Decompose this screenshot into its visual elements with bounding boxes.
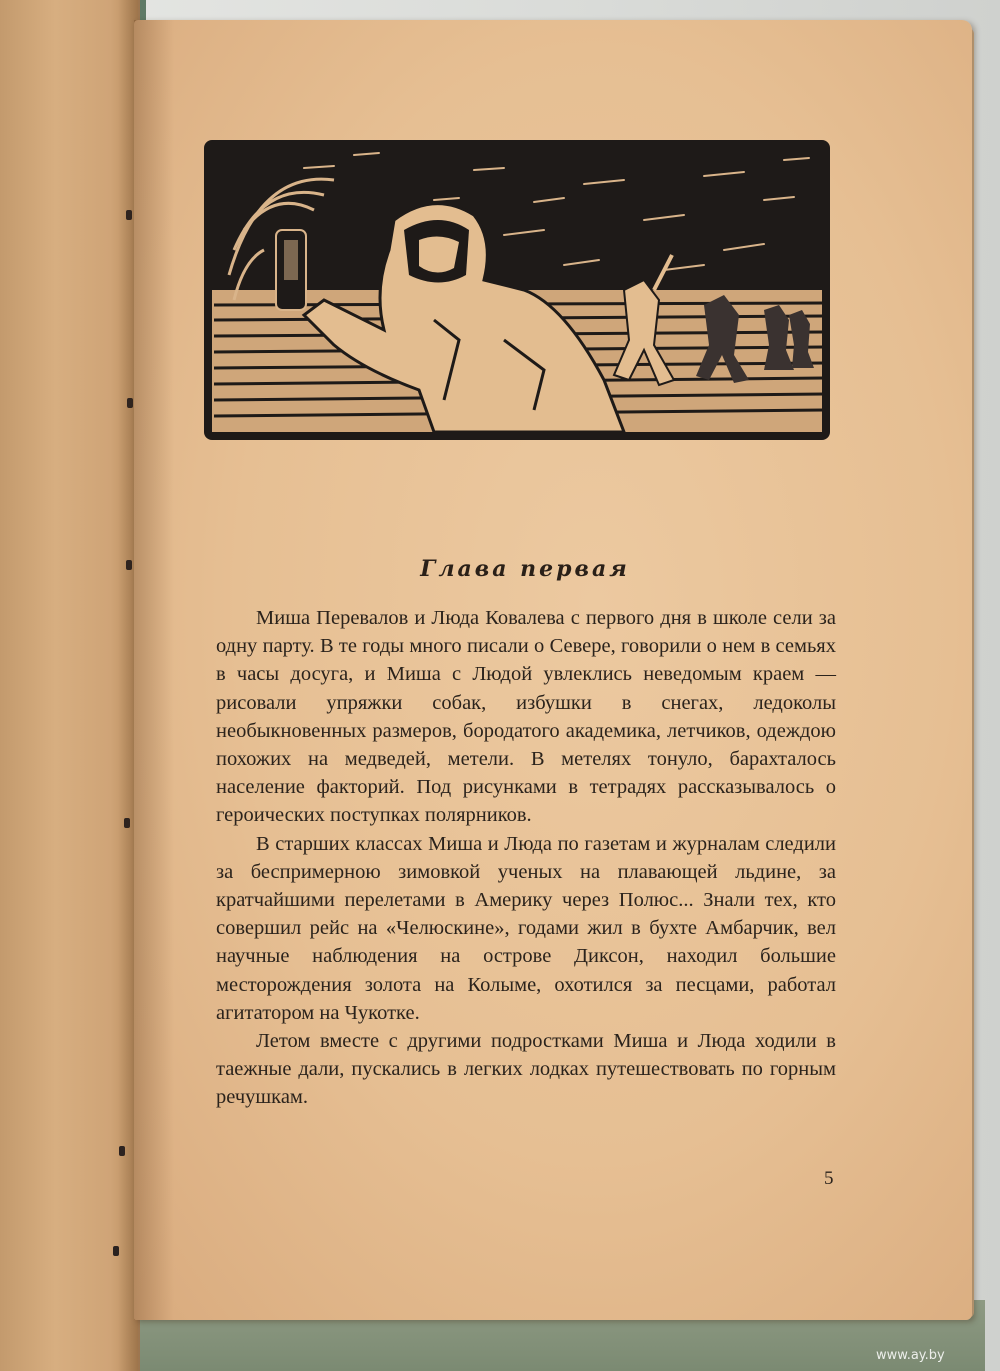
paragraph: В старших классах Миша и Люда по газетам и журналам следили за беспримерною зимовкой ученых на плавающей льдине, за кратчайшими перелетами в Америку через Полюс... Знали тех, кто совершил рейс на «Челюскине», годами жил в бухте Амбарчик, вел научные наблюдения на острове Диксон, находил большие месторождения золота на Колыме, охотился за песцами, работал агитатором на Чукотке. [216,832,836,1024]
binding-stitch [126,560,132,570]
gutter-shadow [134,20,174,1320]
paragraph: Миша Перевалов и Люда Ковалева с первого дня в школе сели за одну парту. В те годы много писали о Севере, говорили о нем в семьях в часы досуга, и Миша с Людой увлеклись неведомым краем — рисовали упряжки собак, избушки в снегах, ледоколы необыкновенных размеров, бородатого академика, летчиков, одеждою похожих на медведей, метели. В метелях тонуло, барахталось население факторий. Под рисунками в тетрадях рассказывалось о героических поступках полярников. [216,607,836,827]
binding-stitch [113,1246,119,1256]
binding-stitch [124,818,130,828]
watermark: www.ay.by [876,1348,945,1363]
chapter-text [216,604,836,1112]
chapter-illustration [204,140,830,440]
binding-stitch [119,1146,125,1156]
binding-stitch [126,210,132,220]
binding-stitch [127,398,133,408]
page-number: 5 [824,1168,834,1189]
chapter-title: Глава первая [420,556,630,582]
paragraph: Летом вместе с другими подростками Миша и Люда ходили в таежные дали, пускались в легких лодках путешествовать по горным речушкам. [216,1030,836,1109]
left-page [0,0,140,1371]
lantern [276,230,306,310]
